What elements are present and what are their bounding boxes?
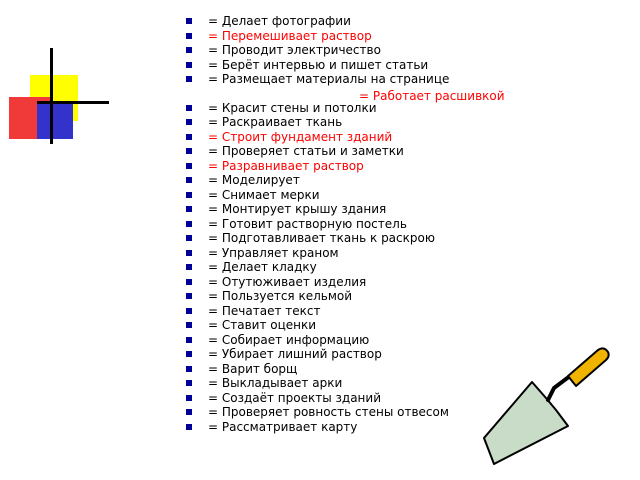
bullet-icon: [186, 105, 192, 111]
bullet-icon: [186, 395, 192, 401]
list-item-text: = Рассматривает карту: [208, 419, 358, 434]
list-item: [185, 43, 449, 58]
bullet-icon: [186, 76, 192, 82]
list-item: [185, 246, 449, 261]
list-item-text: = Создаёт проекты зданий: [208, 390, 381, 405]
list-item: [185, 275, 449, 290]
bullet-icon: [186, 206, 192, 212]
list-item: [185, 14, 449, 29]
list-item-text: = Размещает материалы на странице: [208, 72, 450, 86]
task-list: [185, 14, 449, 434]
list-item-text: = Перемешивает раствор: [208, 28, 372, 43]
bullet-icon: [186, 148, 192, 154]
list-item-text: = Моделирует: [208, 173, 300, 187]
list-item-text: = Монтирует крышу здания: [208, 202, 387, 216]
list-item: [185, 260, 449, 275]
list-item: [185, 29, 449, 44]
horizontal-line: [37, 101, 109, 104]
list-item: [185, 391, 449, 406]
list-item: [185, 347, 449, 362]
bullet-icon: [186, 163, 192, 169]
list-item-text: = Собирает информацию: [208, 332, 370, 347]
list-item-text: = Выкладывает арки: [208, 376, 343, 390]
bullet-icon: [186, 47, 192, 53]
bullet-icon: [186, 366, 192, 372]
bullet-icon: [186, 380, 192, 386]
list-item-text: = Убирает лишний раствор: [208, 347, 382, 361]
color-blocks-decoration: [0, 0, 120, 170]
list-item-text: = Варит борщ: [208, 361, 298, 376]
list-item-text: = Подготавливает ткань к раскрою: [208, 231, 435, 245]
list-item-text: = Пользуется кельмой: [208, 289, 353, 303]
list-item-text: = Снимает мерки: [208, 187, 320, 202]
list-item-text: = Ставит оценки: [208, 318, 317, 332]
list-item: [185, 217, 449, 232]
list-item: [185, 318, 449, 333]
list-item: [185, 144, 449, 159]
list-item: [185, 202, 449, 217]
list-item: [185, 72, 449, 87]
list-item-text: = Красит стены и потолки: [208, 100, 377, 115]
bullet-icon: [186, 322, 192, 328]
list-item: [185, 159, 449, 174]
list-item-text: = Готовит растворную постель: [208, 216, 407, 231]
bullet-icon: [186, 177, 192, 183]
blue-square: [37, 104, 73, 139]
list-item: [185, 130, 449, 145]
bullet-icon: [186, 134, 192, 140]
floating-list-item: = Работает расшивкой: [359, 89, 505, 103]
bullet-icon: [186, 235, 192, 241]
trowel-shank: [548, 376, 570, 400]
bullet-icon: [186, 33, 192, 39]
bullet-icon: [186, 351, 192, 357]
list-item: [185, 289, 449, 304]
list-item-text: = Проверяет статьи и заметки: [208, 144, 404, 158]
list-item: [185, 173, 449, 188]
list-item-text: = Строит фундамент зданий: [208, 129, 393, 144]
list-item: [185, 231, 449, 246]
bullet-icon: [186, 264, 192, 270]
bullet-icon: [186, 424, 192, 430]
list-item: [185, 304, 449, 319]
list-item: [185, 405, 449, 420]
list-item-text: = Отутюживает изделия: [208, 274, 367, 289]
list-item-text: = Проводит электричество: [208, 43, 381, 57]
bullet-icon: [186, 18, 192, 24]
bullet-icon: [186, 293, 192, 299]
list-item: [185, 376, 449, 391]
list-item: [185, 420, 449, 435]
list-item-text: = Делает кладку: [208, 260, 317, 274]
list-item: [185, 115, 449, 130]
bullet-icon: [186, 192, 192, 198]
bullet-icon: [186, 221, 192, 227]
trowel-blade: [484, 382, 568, 464]
bullet-icon: [186, 119, 192, 125]
list-item-text: = Берёт интервью и пишет статьи: [208, 57, 429, 72]
trowel-handle: [568, 348, 609, 386]
bullet-icon: [186, 308, 192, 314]
trowel-icon: [470, 340, 620, 470]
list-item-text: = Печатает текст: [208, 303, 321, 318]
vertical-line: [50, 48, 53, 144]
list-item-text: = Разравнивает раствор: [208, 158, 364, 173]
list-item-text: = Делает фотографии: [208, 14, 351, 28]
list-item-text: = Раскраивает ткань: [208, 115, 343, 129]
list-item: [185, 333, 449, 348]
bullet-icon: [186, 409, 192, 415]
bullet-icon: [186, 62, 192, 68]
list-item: [185, 188, 449, 203]
list-item-text: = Проверяет ровность стены отвесом: [208, 405, 449, 419]
bullet-icon: [186, 337, 192, 343]
list-item: [185, 362, 449, 377]
bullet-icon: [186, 279, 192, 285]
bullet-icon: [186, 250, 192, 256]
list-item-text: = Управляет краном: [208, 245, 339, 260]
list-item: [185, 58, 449, 73]
